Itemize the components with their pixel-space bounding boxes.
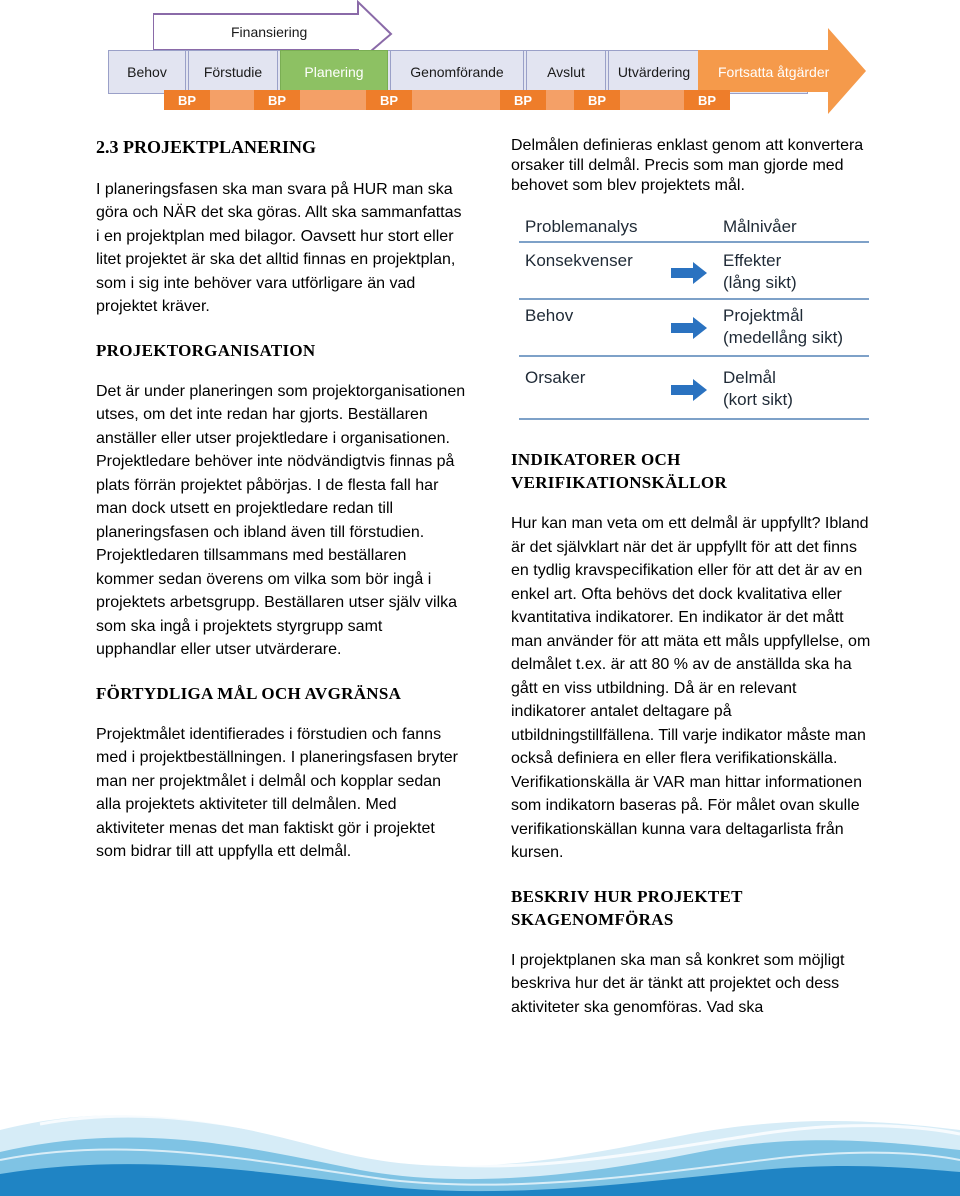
phase-avslut: Avslut (526, 50, 606, 94)
goal-levels-header: Målnivåer (723, 217, 797, 236)
left-column (96, 136, 466, 884)
planning-intro-paragraph: I planeringsfasen ska man svara på HUR man ska göra och NÄR det ska göras. Allt ska sammanfattas i en projektplan med bilagor. Oavsett hur stort eller litet projektet är ska det alltid finnas en projektplan, som i sig inte behöver vara utförligare än vad projektet kräver. (96, 180, 462, 315)
row-left-causes: Orsaker (525, 368, 586, 387)
phase-utvardering: Utvärdering (608, 50, 700, 94)
describe-heading-line2: SKAGENOMFÖRAS (511, 909, 674, 929)
right-column (511, 136, 871, 1039)
indicators-heading-line2: VERIFIKATIONSKÄLLOR (511, 473, 728, 492)
row-right-subgoal: Delmål (723, 368, 776, 387)
indicators-heading-line1: INDIKATORER OCH (511, 450, 681, 469)
phase-genomforande: Genomförande (390, 50, 524, 94)
row-right-effects: Effekter (723, 251, 782, 270)
problem-analysis-header: Problemanalys (525, 217, 638, 236)
phase-planering: Planering (280, 50, 388, 94)
goals-paragraph: Projektmålet identifierades i förstudien och fanns med i projektbeställningen. I planeringsfasen bryter man ner projektmålet i delmål och kopplar sedan alla projektets aktiviteter till delmålen. Med aktiviteter menas det man faktiskt gör i projektet som bidrar till att uppfylla ett delmål. (96, 725, 458, 860)
indicators-paragraph: Hur kan man veta om ett delmål är uppfyllt? Ibland är det självklart när det är uppfyllt för att det finns en tydlig kravspecifikation eller för att det är av en enkel art. Ofta behövs det dock kvalitativa eller kvantitativa indikatorer. En indikator är det mått man använder för att mäta ett måls uppfyllelse, om delmålet t.ex. är att 80 % av de anställda ska ha gått en viss utbildning. Då är en relevant indikatorer antalet deltagare på utbildningstillfällena. Till varje indikator måste man också definiera en eller flera verifikationskälla. Verifikationskälla är VAR man hittar informationen som indikatorn baseras på. För målet ovan skulle verifikationskällan kunna vara deltagarlista från kursen. (511, 515, 871, 861)
row-right-project-goal-term: (medellång sikt) (723, 328, 843, 347)
goals-heading: FÖRTYDLIGA MÅL OCH AVGRÄNSA (96, 683, 402, 703)
bp-marker: BP (366, 90, 412, 110)
bp-marker: BP (574, 90, 620, 110)
arrow-right-icon (671, 317, 707, 339)
row-left-consequences: Konsekvenser (525, 251, 633, 270)
organisation-heading: PROJEKTORGANISATION (96, 340, 316, 360)
phase-forstudie: Förstudie (188, 50, 278, 94)
bp-marker: BP (254, 90, 300, 110)
header-divider (519, 241, 869, 243)
continued-actions-label: Fortsatta åtgärder (718, 64, 830, 80)
bp-marker: BP (500, 90, 546, 110)
arrow-right-icon (671, 379, 707, 401)
row-right-project-goal: Projektmål (723, 306, 804, 325)
describe-heading-line1: BESKRIV HUR PROJEKTET (511, 886, 743, 906)
section-title: 2.3 PROJEKTPLANERING (96, 137, 317, 157)
goal-hierarchy-figure (511, 210, 871, 428)
describe-heading (511, 885, 871, 931)
organisation-paragraph: Det är under planeringen som projektorganisationen utses, om det inte redan har gjorts. Beställaren anställer eller utser projektledare i organisationen. Projektledare behöver inte nödvändigtvis finnas på plats förrän projektet påbörjas. I de flesta fall har man dock utsett en projektledare redan till planeringsfasen och ibland även till förstudien. Projektledaren tillsammans med beställaren kommer sedan överens om vilka som bör ingå i projektets arbetsgrupp. Beställaren utser själv vilka som ska ingå i projektets styrgrupp samt upphandlar eller utser utvärderare. (96, 382, 466, 658)
bp-bar (168, 90, 728, 110)
indicators-heading (511, 448, 871, 494)
row-right-effects-term: (lång sikt) (723, 273, 797, 292)
row-divider (519, 355, 869, 357)
row-right-subgoal-term: (kort sikt) (723, 390, 793, 409)
wave-decoration (0, 1090, 960, 1196)
arrow-right-icon (671, 262, 707, 284)
describe-paragraph: I projektplanen ska man så konkret som möjligt beskriva hur det är tänkt att projektet och dess aktiviteter ska genomföras. Vad ska (511, 951, 845, 1016)
subgoals-intro-paragraph: Delmålen definieras enklast genom att konvertera orsaker till delmål. Precis som man gjorde med behovet som blev projektets mål. (511, 137, 864, 194)
phase-behov: Behov (108, 50, 186, 94)
row-divider (519, 298, 869, 300)
project-phase-diagram (0, 0, 960, 120)
row-divider (519, 418, 869, 420)
row-left-needs: Behov (525, 306, 574, 325)
bp-marker: BP (684, 90, 730, 110)
bp-marker: BP (164, 90, 210, 110)
financing-label: Finansiering (231, 24, 308, 40)
